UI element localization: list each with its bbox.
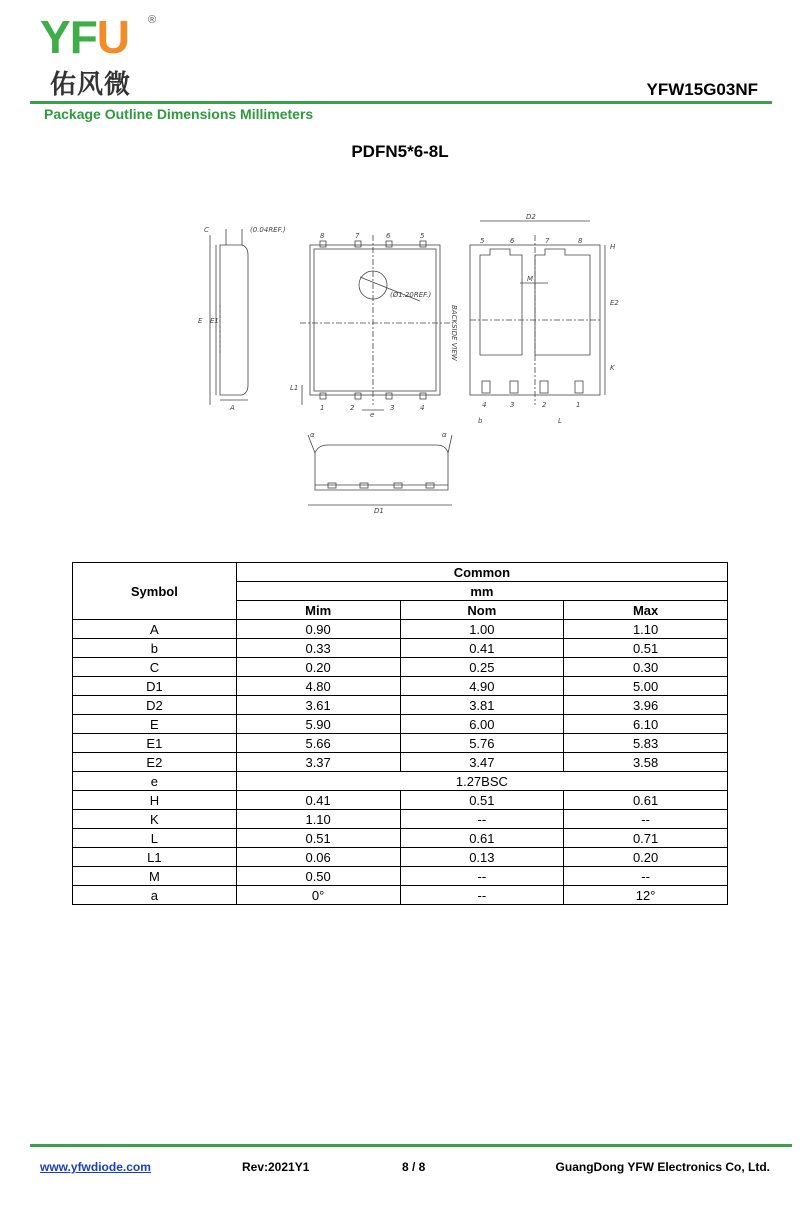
nom-cell: -- (400, 886, 564, 905)
revision-label: Rev:2021Y1 (242, 1160, 310, 1174)
section-title: Package Outline Dimensions Millimeters (44, 106, 314, 122)
symbol-cell: A (73, 620, 237, 639)
label-d2: D2 (526, 213, 536, 221)
front-pin-8: 8 (320, 232, 325, 240)
logo-letter-u: U (96, 11, 130, 63)
part-number: YFW15G03NF (646, 80, 758, 99)
symbol-cell: L1 (73, 848, 237, 867)
min-cell: 5.90 (236, 715, 400, 734)
nom-cell: 3.47 (400, 753, 564, 772)
logo-chinese-name: 佑风微 (50, 70, 132, 100)
symbol-cell: K (73, 810, 237, 829)
symbol-cell: E1 (73, 734, 237, 753)
table-row (73, 791, 728, 810)
page-number: 8 / 8 (402, 1160, 426, 1174)
table-row (73, 677, 728, 696)
nom-cell: 0.13 (400, 848, 564, 867)
max-cell: 1.10 (564, 620, 728, 639)
max-cell: 0.71 (564, 829, 728, 848)
header-divider (30, 101, 772, 104)
nom-cell: 5.76 (400, 734, 564, 753)
max-cell: 12° (564, 886, 728, 905)
max-cell: -- (564, 810, 728, 829)
company-logo (40, 11, 160, 100)
label-alpha-right: α (442, 431, 447, 439)
min-header: Mim (236, 601, 400, 620)
max-cell: 3.58 (564, 753, 728, 772)
min-cell: 0.50 (236, 867, 400, 886)
nom-cell: 3.81 (400, 696, 564, 715)
front-pin-4: 4 (420, 404, 425, 412)
profile-view (308, 435, 452, 505)
max-cell: 0.61 (564, 791, 728, 810)
table-row (73, 658, 728, 677)
label-a: A (230, 404, 235, 412)
max-header: Max (564, 601, 728, 620)
back-view (470, 221, 605, 405)
table-row (73, 829, 728, 848)
back-pin-2: 2 (542, 401, 547, 409)
nom-cell: 0.51 (400, 791, 564, 810)
nom-cell: -- (400, 867, 564, 886)
back-pin-1: 1 (576, 401, 581, 409)
label-m: M (527, 275, 534, 283)
registered-mark: ® (148, 14, 157, 26)
symbol-cell: E2 (73, 753, 237, 772)
front-pin-1: 1 (320, 404, 325, 412)
nom-header: Nom (400, 601, 564, 620)
min-cell: 0.06 (236, 848, 400, 867)
table-row (73, 715, 728, 734)
label-alpha-left: α (310, 431, 315, 439)
footer-divider (30, 1144, 792, 1147)
nom-cell: 0.25 (400, 658, 564, 677)
symbol-cell: L (73, 829, 237, 848)
common-header: Common (236, 563, 727, 582)
back-pin-8: 8 (578, 237, 583, 245)
front-pin-3: 3 (390, 404, 395, 412)
nom-cell: -- (400, 810, 564, 829)
label-backside-view: BACKSIDE VIEW (450, 305, 458, 361)
symbol-cell: C (73, 658, 237, 677)
back-pin-7: 7 (545, 237, 550, 245)
max-cell: 0.30 (564, 658, 728, 677)
label-e2: E2 (610, 299, 619, 307)
back-pin-4: 4 (482, 401, 487, 409)
max-cell: 6.10 (564, 715, 728, 734)
label-l: L (558, 417, 562, 425)
front-pin-5: 5 (420, 232, 425, 240)
nom-cell: 0.41 (400, 639, 564, 658)
min-cell: 1.10 (236, 810, 400, 829)
symbol-cell: b (73, 639, 237, 658)
label-e-pitch: e (370, 411, 375, 419)
label-k: K (610, 364, 615, 372)
front-pin-6: 6 (386, 232, 391, 240)
max-cell: 5.00 (564, 677, 728, 696)
min-cell: 0.33 (236, 639, 400, 658)
symbol-header: Symbol (73, 563, 237, 620)
back-pin-6: 6 (510, 237, 515, 245)
label-c-ref: (0.04REF.) (250, 226, 286, 234)
logo-letters (40, 11, 130, 63)
min-cell: 0.20 (236, 658, 400, 677)
min-cell: 0.90 (236, 620, 400, 639)
logo-letter-y: Y (40, 11, 70, 63)
max-cell: 5.83 (564, 734, 728, 753)
min-cell: 3.37 (236, 753, 400, 772)
symbol-cell: E (73, 715, 237, 734)
max-cell: 0.20 (564, 848, 728, 867)
span-cell: 1.27BSC (236, 772, 727, 791)
table-row (73, 772, 728, 791)
label-c: C (204, 226, 209, 234)
table-row (73, 734, 728, 753)
label-h: H (610, 243, 616, 251)
nom-cell: 4.90 (400, 677, 564, 696)
label-circle-ref: (Ø1.20REF.) (390, 291, 432, 299)
min-cell: 5.66 (236, 734, 400, 753)
company-name: GuangDong YFW Electronics Co, Ltd. (555, 1160, 770, 1174)
nom-cell: 1.00 (400, 620, 564, 639)
back-pin-3: 3 (510, 401, 515, 409)
dimensions-table (72, 562, 728, 905)
label-b: b (478, 417, 483, 425)
min-cell: 3.61 (236, 696, 400, 715)
nom-cell: 6.00 (400, 715, 564, 734)
back-pin-5: 5 (480, 237, 485, 245)
package-title: PDFN5*6-8L (351, 142, 449, 161)
symbol-cell: a (73, 886, 237, 905)
front-pin-2: 2 (350, 404, 355, 412)
table-row (73, 848, 728, 867)
symbol-cell: H (73, 791, 237, 810)
min-cell: 0.51 (236, 829, 400, 848)
max-cell: -- (564, 867, 728, 886)
symbol-cell: e (73, 772, 237, 791)
min-cell: 0° (236, 886, 400, 905)
table-header-row (73, 563, 728, 582)
table-row (73, 810, 728, 829)
table-row (73, 886, 728, 905)
max-cell: 0.51 (564, 639, 728, 658)
table-row (73, 696, 728, 715)
logo-letter-f: F (69, 11, 97, 63)
table-row (73, 753, 728, 772)
front-view (300, 235, 450, 410)
unit-header: mm (236, 582, 727, 601)
table-row (73, 867, 728, 886)
symbol-cell: D1 (73, 677, 237, 696)
website-link[interactable]: www.yfwdiode.com (40, 1160, 151, 1174)
label-e: E (198, 317, 203, 325)
min-cell: 4.80 (236, 677, 400, 696)
max-cell: 3.96 (564, 696, 728, 715)
package-outline-drawing (190, 205, 620, 515)
label-d1: D1 (374, 507, 384, 515)
front-pin-7: 7 (355, 232, 360, 240)
nom-cell: 0.61 (400, 829, 564, 848)
min-cell: 0.41 (236, 791, 400, 810)
table-row (73, 639, 728, 658)
label-l1-front: L1 (290, 384, 299, 392)
label-e1: E1 (210, 317, 219, 325)
table-row (73, 620, 728, 639)
symbol-cell: M (73, 867, 237, 886)
symbol-cell: D2 (73, 696, 237, 715)
